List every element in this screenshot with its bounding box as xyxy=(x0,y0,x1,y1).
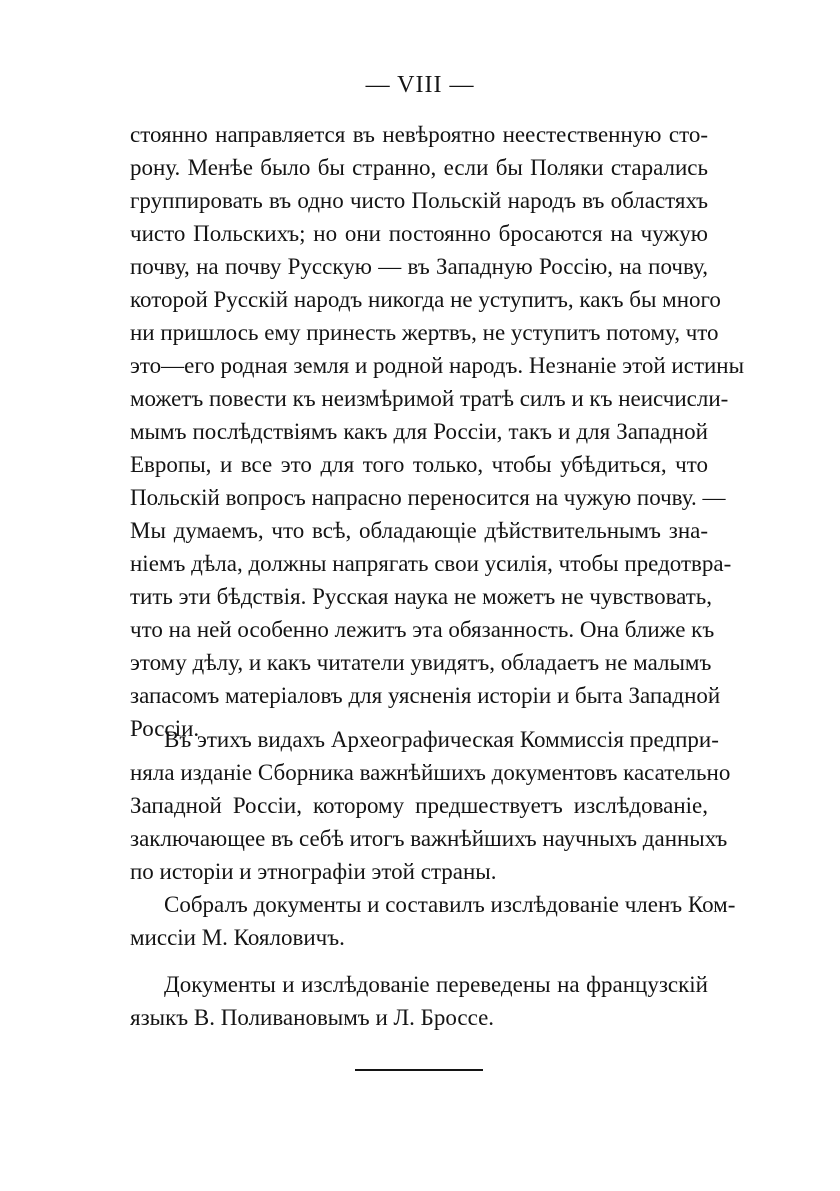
text-line: няла изданіе Сборника важнѣйшихъ документовъ касательно xyxy=(130,760,731,785)
text-line: языкъ В. Поливановымъ и Л. Броссе. xyxy=(130,1005,495,1030)
text-line: мымъ послѣдствіямъ какъ для Россіи, такъ и для Западной xyxy=(130,419,708,444)
text-line: Россіи. xyxy=(130,716,200,741)
text-line: стоянно направляется въ невѣроятно неестественную сто- xyxy=(130,122,708,147)
text-line: миссіи М. Кояловичъ. xyxy=(130,925,345,950)
text-line: запасомъ матеріаловъ для уясненія исторіи и быта Западной xyxy=(130,683,721,708)
text-line: тить эти бѣдствія. Русская наука не можетъ не чувствовать, xyxy=(130,584,713,609)
text-line: заключающее въ себѣ итогъ важнѣйшихъ научныхъ данныхъ xyxy=(130,826,728,851)
text-line: которой Русскій народъ никогда не уступитъ, какъ бы много xyxy=(130,287,721,312)
text-line: Польскій вопросъ напрасно переносится на чужую почву. — xyxy=(130,485,726,510)
text-line: группировать въ одно чисто Польскій народъ въ областяхъ xyxy=(130,188,708,213)
text-line: Въ этихъ видахъ Археографическая Коммиссія предпри- xyxy=(164,727,719,752)
text-line: чисто Польскихъ; но они постоянно бросаются на чужую xyxy=(130,221,708,246)
text-line: Мы думаемъ, что всѣ, обладающіе дѣйствительнымъ зна- xyxy=(130,518,708,543)
text-line: почву, на почву Русскую — въ Западную Россію, на почву, xyxy=(130,254,708,279)
text-line: ніемъ дѣла, должны напрягать свои усилія, чтобы предотвра- xyxy=(130,551,732,576)
paragraph-1 xyxy=(130,118,745,745)
page-number: — VIII — xyxy=(365,72,475,98)
text-line: ни пришлось ему принесть жертвъ, не уступитъ потому, что xyxy=(130,320,719,345)
text-line: что на ней особенно лежитъ эта обязанность. Она ближе къ xyxy=(130,617,715,642)
text-line: это—его родная земля и родной народъ. Незнаніе этой истины xyxy=(130,353,745,378)
paragraph-2 xyxy=(130,723,736,954)
text-line: Собралъ документы и составилъ изслѣдованіе членъ Ком- xyxy=(164,892,736,917)
text-line: можетъ повести къ неизмѣримой тратѣ силъ и къ неисчисли- xyxy=(130,386,729,411)
paragraph-3 xyxy=(130,968,708,1034)
text-line: Западной Россіи, которому предшествуетъ изслѣдованіе, xyxy=(130,793,708,818)
text-line: по исторіи и этнографіи этой страны. xyxy=(130,859,497,884)
text-line: этому дѣлу, и какъ читатели увидятъ, обладаетъ не малымъ xyxy=(130,650,712,675)
text-line: Европы, и все это для того только, чтобы убѣдиться, что xyxy=(130,452,708,477)
text-line: рону. Менѣе было бы странно, если бы Поляки старались xyxy=(130,155,708,180)
text-line: Документы и изслѣдованіе переведены на французскій xyxy=(164,972,708,997)
closing-rule xyxy=(355,1069,483,1071)
